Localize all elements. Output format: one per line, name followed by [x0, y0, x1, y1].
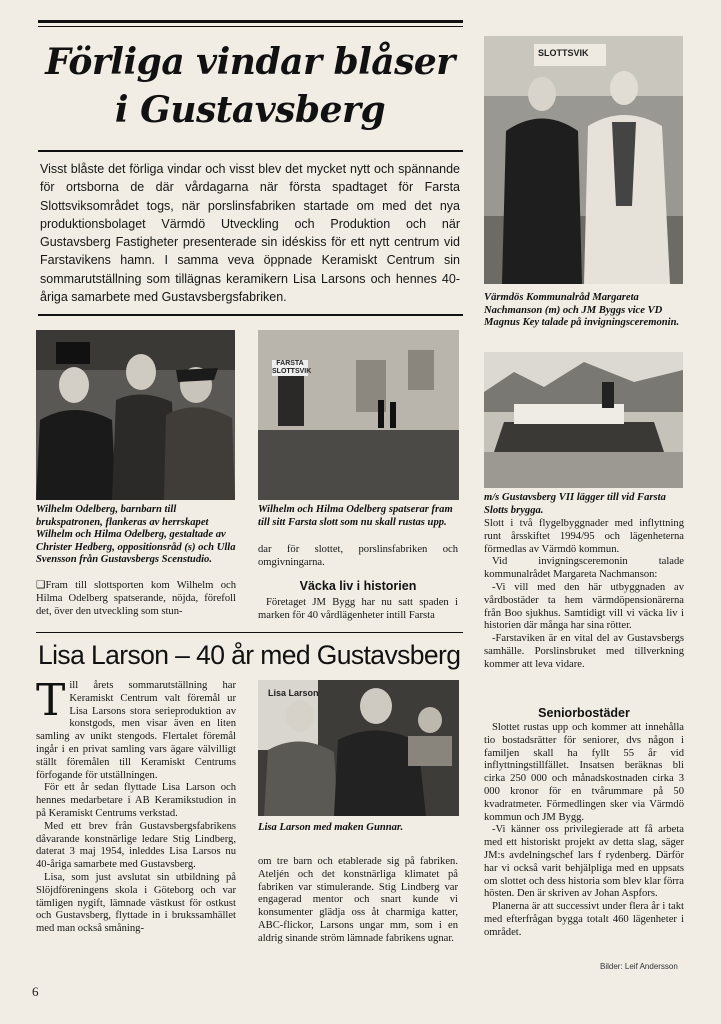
photo-speakers	[484, 36, 683, 284]
lisa-col1-p2: För ett år sedan flyttade Lisa Larson och hennes medarbetare i AB Keramikstudion in på Keramiskt Centrums verkstad.	[36, 782, 236, 819]
right-col-text	[484, 518, 684, 672]
photo-speakers-art	[484, 36, 683, 284]
senior-p3: Planerna är att successivt under flera år i takt med efterfrågan bygga totalt 460 lägenheter i området.	[484, 901, 684, 938]
slott-sign: FARSTA SLOTTSVIK	[272, 360, 312, 375]
right-col-p1: Slott i två flygelbyggnader med inflyttning runt årsskiftet 1994/95 och lägenheterna förmedlas av Värmdö kommun.	[484, 518, 684, 555]
subhead-vacka: Väcka liv i historien	[299, 579, 417, 593]
caption-boat: m/s Gustavsberg VII lägger till vid Farsta Slotts brygga.	[484, 492, 666, 516]
lisa-col2	[258, 856, 458, 946]
photo-credit: Bilder: Leif Andersson	[600, 962, 678, 971]
photo-lisa-larson	[258, 680, 459, 816]
lisa-col1-p1: ill årets sommarutställning har Keramiskt Centrum valt föremål ur Lisa Larsons stora serieproduktion av konstgods, men visar även en liten samling av unikt stengods. Flertalet föremål ingår i en privat samling vars ägare välvilligt ställt föremålen till Keramiskt Centrums förfogande för utställningen.	[36, 680, 236, 781]
lead-paragraph: Visst blåste det förliga vindar och visst blev det mycket nytt och spännande för ortsborna de där vårdagarna när första spadtaget för Farsta Slottsviksområdet togs, när porslinsfabriken startade om med det nya produktionsbolaget Värmdö Utveckling och Produktion och när Gustavsberg Fastigheter presenterade sin idéskiss för ett nytt centrum vid Farstavikens hamn. I samma veva öppnade Keramiskt Centrum sin sommarutställning som tillägnas keramikern Lisa Larsons och hennes 40-åriga samarbete med Gustavsbergsfabriken.	[40, 162, 460, 305]
caption-odelberg-trio: Wilhelm Odelberg, barnbarn till brukspatronen, flankeras av herrskapet Wilhelm och Hilma Odelberg, gestaltade av Christer Hedberg, oppositionsråd (s) och Ulla Svensson från Gustavsbergs Scenstudio.	[36, 504, 236, 566]
subhead-senior: Seniorbostäder	[538, 706, 630, 720]
headline-line-1: Förliga vindar blåser	[45, 41, 455, 83]
photo-farsta-slott	[258, 330, 459, 500]
lisa-headline: Lisa Larson – 40 år med Gustavsberg	[38, 640, 461, 670]
caption-farsta-slott: Wilhelm och Hilma Odelberg spatserar fram till sitt Farsta slott som nu skall rustas upp.	[258, 504, 453, 528]
right-col-p3: -Vi vill med den här utbyggnaden av vårdbostäder ta hem värmdöpensionärerna från Boo sjukhus. Samtidigt vill vi väcka liv i historien där många har sina rötter.	[484, 581, 684, 632]
col1-text	[36, 580, 236, 618]
photo-lisa-larson-art	[258, 680, 459, 816]
lisa-dropcap: T	[36, 675, 66, 726]
photo-sign: SLOTTSVIK	[538, 48, 589, 58]
lisa-top-rule	[36, 632, 463, 633]
headline-line-2: i Gustavsberg	[114, 89, 386, 131]
lisa-col1	[36, 675, 236, 936]
photo-farsta-slott-art	[258, 330, 459, 500]
photo-boat-art	[484, 352, 683, 488]
col2-paragraph: dar för slottet, porslinsfabriken och omgivningarna.	[258, 544, 458, 568]
caption-lisa: Lisa Larson med maken Gunnar.	[258, 822, 404, 833]
photo-odelberg-trio-art	[36, 330, 235, 500]
lisa-col1-p4: Lisa, som just avslutat sin utbildning på Slöjdföreningens skola i Göteborg och var tämligen nygift, lämnade västkust för ostkust och Gustavsberg, flyttade in i brukssamhället med man också småning-	[36, 871, 236, 935]
senior-p1: Slottet rustas upp och kommer att innehålla tio bostadsrätter för seniorer, dvs någon i familjen skall ha fyllt 55 år vid inflyttningstillfället. Insatsen beräknas bli cirka 250 000 och månadskostnaden cirka 3 000 kronor för en tvårummare på 50 kvadratmeter. Förmedlingen sker via Värmdö kommun och JM Bygg.	[484, 722, 684, 823]
lisa-col1-p3: Med ett brev från Gustavsbergsfabrikens dåvarande konstnärlige ledare Stig Lindberg, daterat 3 maj 1954, inleddes Lisa Larsos nu 40-åriga samarbete med Gustavsberg.	[36, 820, 236, 871]
vacka-text	[258, 597, 458, 623]
senior-p2: -Vi känner oss privilegierade att få arbeta med ett historiskt projekt av detta slag, säger JM:s avdelningschef lars f rydenberg. Därför har vi också varit behjälpliga med en uppsats om slottet och dess historia som blev klar förra hösten. Den är skriven av Johan Aspfors.	[484, 824, 684, 900]
lead-top-rule	[38, 150, 463, 152]
vacka-paragraph: Företaget JM Bygg har nu satt spaden i marken för 40 vårdlägenheter intill Farsta	[258, 597, 458, 621]
photo-odelberg-trio	[36, 330, 235, 500]
col1-paragraph: ❑Fram till slottsporten kom Wilhelm och Hilma Odelberg spatserande, nöjda, förefoll det, över den utveckling som stun-	[36, 580, 236, 617]
page-number: 6	[32, 984, 39, 999]
page-title	[40, 38, 460, 134]
top-rule	[38, 20, 463, 23]
top-rule-thin	[38, 26, 463, 27]
senior-text	[484, 722, 684, 940]
photo-boat	[484, 352, 683, 488]
lisa-poster: Lisa Larson	[268, 688, 319, 698]
col2-text	[258, 544, 458, 570]
right-col-p2: Vid invigningsceremonin talade kommunalrådet Margareta Nachmanson:	[484, 556, 684, 581]
lead-bottom-rule	[38, 314, 463, 316]
lisa-col2-p1: om tre barn och etablerade sig på fabriken. Ateljén och det konstnärliga klimatet på fabriken var stimulerande. Stig Lindberg var engagerad mentor och snart kunde vi konsumenter glädja oss åt charmiga katter, ABC-flickor, Larsons ungar mm, som i en aldrig sinande ström lämnade fabrikens ugnar.	[258, 856, 458, 944]
right-col-p4: -Farstaviken är en vital del av Gustavsbergs samhälle. Porslinsbruket med tillverkning kommer att leva vidare.	[484, 633, 684, 670]
caption-speakers: Värmdös Kommunalråd Margareta Nachmanson (m) och JM Byggs vice VD Magnus Key talade på invigningsceremonin.	[484, 292, 680, 329]
